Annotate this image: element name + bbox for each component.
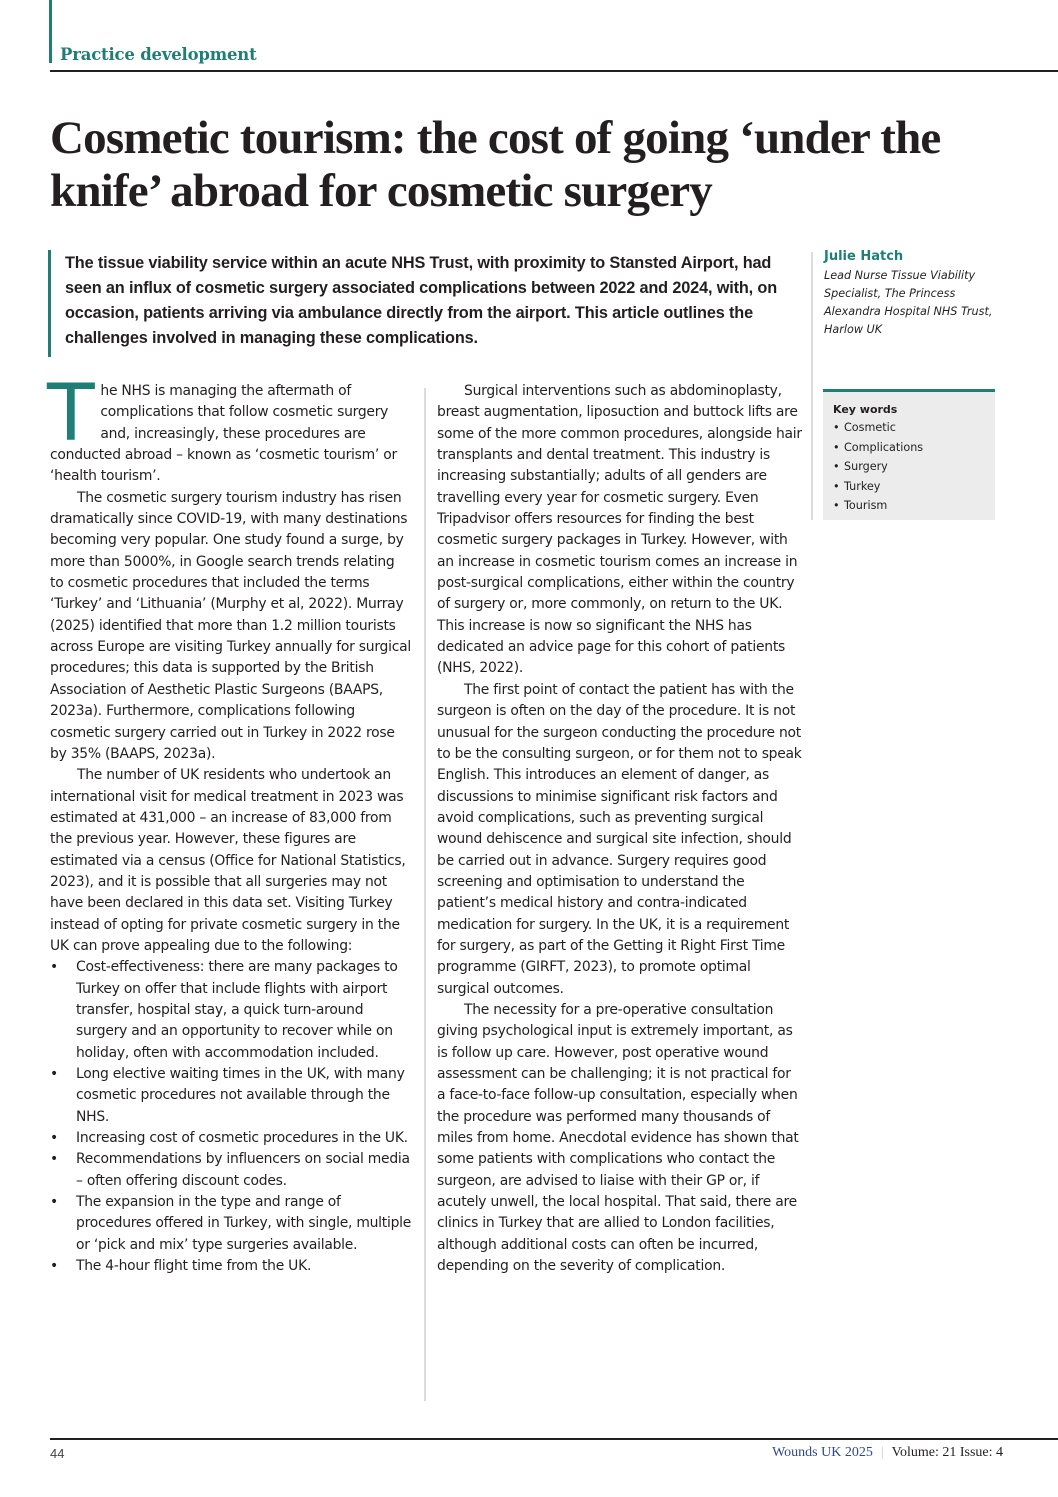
keywords-box	[823, 389, 995, 520]
journal-info	[772, 1445, 1003, 1461]
keyword-item: • Tourism	[833, 496, 995, 516]
article-standfirst: The tissue viability service within an acute NHS Trust, with proximity to Stansted Airport, had seen an influx of cosmetic surgery associated complications between 2022 and 2024, with, on occasion, patients arriving via ambulance directly from the airport. This article outlines the challenges involved in managing these complications.	[65, 254, 778, 347]
keyword-item: • Complications	[833, 438, 995, 458]
author-block	[824, 247, 1004, 339]
section-accent-bar	[49, 0, 52, 63]
footer-separator: |	[880, 1445, 884, 1460]
keyword-item: • Surgery	[833, 457, 995, 477]
page-number: 44	[50, 1446, 65, 1461]
list-item: • The expansion in the type and range of procedures offered in Turkey, with single, multiple or ‘pick and mix’ type surgeries available.	[50, 1192, 412, 1256]
body-paragraph: The necessity for a pre-operative consultation giving psychological input is extremely important, as is follow up care. However, post operative wound assessment can be challenging; it is not practical for a face-to-face follow-up consultation, especially when the procedure was performed many thousands of miles from home. Anecdotal evidence has shown that some patients with complications who contact the surgeon, are advised to liaise with their GP or, if acutely unwell, the local hospital. That said, there are clinics in Turkey that are allied to London facilities, although additional costs can often be incurred, depending on the severity of complication.	[437, 1001, 799, 1275]
standfirst-accent-bar	[48, 250, 51, 357]
reasons-list	[50, 957, 412, 1277]
bullet-icon: •	[833, 499, 840, 512]
list-item: • Cost-effectiveness: there are many packages to Turkey on offer that include flights with airport transfer, hospital stay, a quick turn-around surgery and an opportunity to recover while on holiday, often with accommodation included.	[50, 957, 412, 1064]
keyword-item: • Turkey	[833, 477, 995, 497]
body-paragraph: The cosmetic surgery tourism industry has risen dramatically since COVID-19, with many destinations becoming very popular. One study found a surge, by more than 5000%, in Google search trends relating to cosmetic procedures that included the terms ‘Turkey’ and ‘Lithuania’ (Murphy et al, 2022). Murray (2025) identified that more than 1.2 million tourists across Europe are visiting Turkey annually for surgical procedures; this data is supported by the British Association of Aesthetic Plastic Surgeons (BAAPS, 2023a). Furthermore, complications following cosmetic surgery carried out in Turkey in 2022 rose by 35% (BAAPS, 2023a).	[50, 489, 411, 762]
header-divider	[50, 70, 1058, 72]
author-affiliation: Lead Nurse Tissue Viability Specialist, The Princess Alexandra Hospital NHS Trust, Harlow UK	[824, 269, 993, 336]
bullet-icon: •	[833, 460, 840, 473]
section-label: Practice development	[60, 45, 257, 64]
list-item: • Recommendations by influencers on social media – often offering discount codes.	[50, 1149, 412, 1192]
bullet-icon: •	[833, 421, 840, 434]
list-item: • Long elective waiting times in the UK, with many cosmetic procedures not available through the NHS.	[50, 1064, 412, 1128]
bullet-icon: •	[833, 440, 840, 454]
volume-issue: Volume: 21 Issue: 4	[891, 1445, 1003, 1460]
column-divider	[424, 388, 426, 1401]
body-paragraph: The first point of contact the patient has with the surgeon is often on the day of the procedure. It is not unusual for the surgeon conducting the procedure not to be the consulting surgeon, or for them not to speak English. This introduces an element of danger, as discussions to minimise significant risk factors and avoid complications, such as preventing surgical wound dehiscence and surgical site infection, should be carried out in advance. Surgery requires good screening and optimisation to understand the patient’s medical history and contra-indicated medication for surgery. In the UK, it is a requirement for surgery, as part of the Getting it Right First Time programme (GIRFT, 2023), to promote optimal surgical outcomes.	[437, 681, 802, 997]
body-paragraph: The number of UK residents who undertook an international visit for medical treatment in 2023 was estimated at 431,000 – an increase of 83,000 from the previous year. However, these figures are estimated via a census (Office for National Statistics, 2023), and it is possible that all surgeries may not have been declared in this data set. Visiting Turkey instead of opting for private cosmetic surgery in the UK can prove appealing due to the following:	[50, 767, 406, 954]
list-item: • Increasing cost of cosmetic procedures in the UK.	[50, 1128, 412, 1149]
bullet-icon: •	[833, 479, 840, 493]
keywords-title: Key words	[833, 403, 898, 416]
keywords-list	[833, 418, 995, 516]
sidebar-divider	[811, 252, 813, 520]
keyword-item: • Cosmetic	[833, 418, 995, 438]
body-paragraph: Surgical interventions such as abdominoplasty, breast augmentation, liposuction and buttock lifts are some of the more common procedures, alongside hair transplants and dental treatment. This industry is increasing substantially; adults of all genders are travelling every year for cosmetic surgery. Even Tripadvisor offers resources for finding the best cosmetic surgery packages in Turkey. However, with an increase in cosmetic tourism comes an increase in post-surgical complications, either within the country of surgery or, more commonly, on return to the UK. This increase is now so significant the NHS has dedicated an advice page for this cohort of patients (NHS, 2022).	[437, 383, 802, 677]
article-title: Cosmetic tourism: the cost of going ‘under the knife’ abroad for cosmetic surgery	[50, 112, 941, 217]
footer-divider	[50, 1438, 1058, 1440]
body-paragraph: The NHS is managing the aftermath of complications that follow cosmetic surgery and, increasingly, these procedures are conducted abroad – known as ‘cosmetic tourism’ or ‘health tourism’.	[47, 369, 397, 485]
journal-name: Wounds UK 2025	[772, 1445, 873, 1460]
drop-cap: T	[47, 369, 95, 459]
author-name: Julie Hatch	[824, 249, 904, 264]
list-item: • The 4-hour flight time from the UK.	[50, 1256, 412, 1277]
body-column-right	[437, 381, 802, 1277]
body-column-left	[47, 369, 412, 1277]
